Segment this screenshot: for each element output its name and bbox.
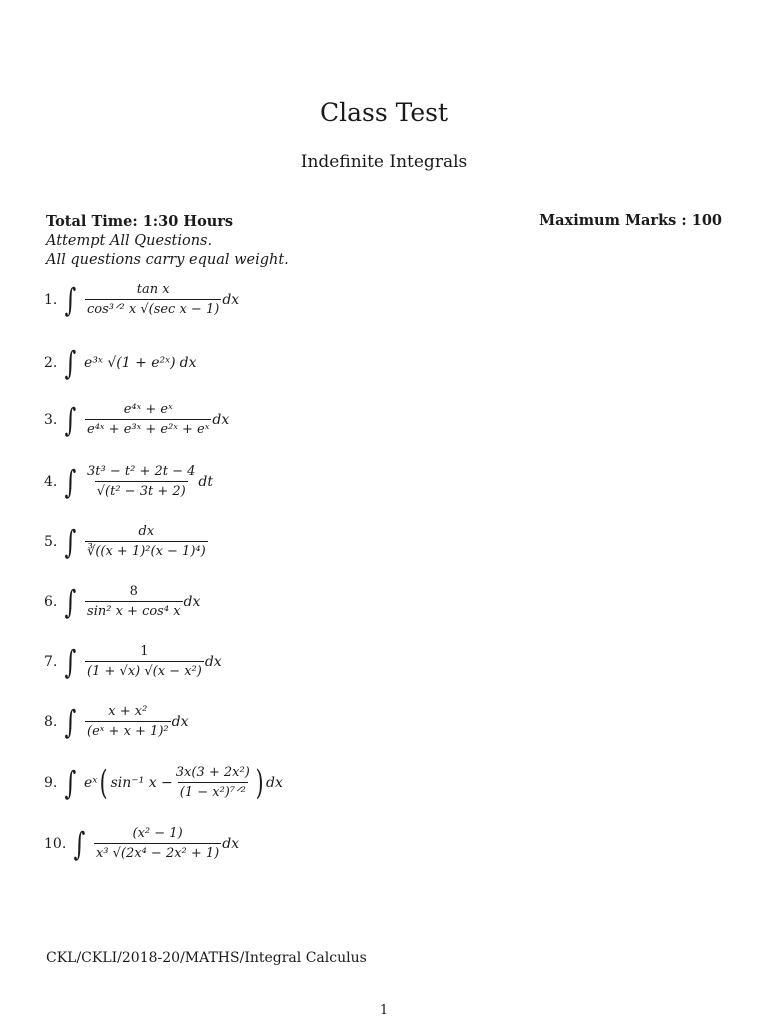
question-number: 2. — [44, 355, 58, 371]
question-8 — [44, 704, 188, 739]
page-subtitle: Indefinite Integrals — [300, 152, 468, 172]
question-4 — [44, 464, 213, 499]
denominator: (eˣ + x + 1)² — [85, 721, 171, 739]
denominator: sin² x + cos⁴ x — [85, 601, 183, 619]
integral-sign-icon: ∫ — [64, 522, 77, 561]
integral-sign-icon: ∫ — [73, 824, 86, 863]
question-number: 5. — [44, 533, 58, 550]
denominator: √(t² − 3t + 2) — [95, 481, 188, 499]
question-5 — [44, 524, 209, 559]
differential: dx — [266, 774, 283, 791]
integral-sign-icon: ∫ — [64, 344, 77, 382]
term: sin⁻¹ x − — [110, 774, 173, 791]
instruction-1: Attempt All Questions. — [46, 232, 213, 249]
differential: dx — [179, 355, 197, 371]
fraction — [85, 584, 183, 619]
integral-sign-icon: ∫ — [64, 642, 77, 681]
maximum-marks: Maximum Marks : 100 — [539, 212, 722, 229]
footer-text: CKL/CKLI/2018-20/MATHS/Integral Calculus — [46, 950, 367, 966]
numerator: e⁴ˣ + eˣ — [123, 402, 173, 417]
numerator: 3x(3 + 2x²) — [175, 765, 250, 780]
question-number: 10. — [44, 835, 67, 852]
integral-sign-icon: ∫ — [64, 462, 77, 501]
integral-sign-icon: ∫ — [64, 763, 77, 802]
instruction-2: All questions carry equal weight. — [46, 252, 289, 268]
denominator: ∛((x + 1)²(x − 1)⁴) — [85, 541, 208, 559]
question-1 — [44, 282, 239, 317]
right-paren-icon: ) — [255, 762, 264, 803]
numerator: dx — [138, 524, 155, 539]
page-title: Class Test — [319, 98, 449, 127]
exam-info — [46, 212, 289, 271]
question-number: 6. — [44, 593, 58, 610]
fraction — [85, 282, 221, 317]
question-number: 4. — [44, 473, 58, 490]
differential: dx — [171, 713, 189, 730]
fraction — [85, 524, 208, 559]
question-number: 8. — [44, 713, 58, 730]
denominator: (1 + √x) √(x − x²) — [85, 661, 204, 679]
numerator: 3t³ − t² + 2t − 4 — [87, 464, 196, 479]
total-time: Total Time: 1:30 Hours — [46, 213, 234, 230]
denominator: x³ √(2x⁴ − 2x² + 1) — [94, 843, 221, 861]
question-number: 3. — [44, 411, 58, 428]
numerator: 1 — [140, 644, 149, 659]
question-3 — [44, 402, 229, 437]
page-number: 1 — [379, 1003, 389, 1018]
differential: dt — [198, 473, 214, 490]
denominator: e⁴ˣ + e³ˣ + e²ˣ + eˣ — [85, 419, 211, 437]
numerator: tan x — [136, 282, 170, 297]
question-2 — [44, 344, 197, 382]
question-6 — [44, 584, 200, 619]
question-number: 9. — [44, 774, 58, 791]
differential: dx — [204, 653, 222, 670]
integral-sign-icon: ∫ — [64, 400, 77, 439]
numerator: 8 — [129, 584, 138, 599]
differential: dx — [183, 593, 201, 610]
left-paren-icon: ( — [99, 762, 108, 803]
question-7 — [44, 644, 222, 679]
question-number: 7. — [44, 653, 58, 670]
fraction — [85, 704, 171, 739]
denominator: (1 − x²)⁷ᐟ² — [178, 782, 248, 800]
integral-sign-icon: ∫ — [64, 280, 77, 319]
integral-sign-icon: ∫ — [64, 702, 77, 741]
integrand: e³ˣ √(1 + e²ˣ) — [84, 355, 176, 371]
numerator: (x² − 1) — [132, 826, 183, 841]
question-10 — [44, 826, 239, 861]
fraction — [85, 402, 211, 437]
question-9 — [44, 762, 283, 803]
fraction — [85, 464, 197, 499]
fraction — [174, 765, 252, 800]
fraction — [85, 644, 204, 679]
prefactor: eˣ — [84, 774, 98, 791]
differential: dx — [222, 291, 240, 308]
question-number: 1. — [44, 291, 58, 308]
differential: dx — [212, 411, 230, 428]
integral-sign-icon: ∫ — [64, 582, 77, 621]
differential: dx — [222, 835, 240, 852]
numerator: x + x² — [108, 704, 148, 719]
fraction — [94, 826, 221, 861]
denominator: cos³ᐟ² x √(sec x − 1) — [85, 299, 221, 317]
